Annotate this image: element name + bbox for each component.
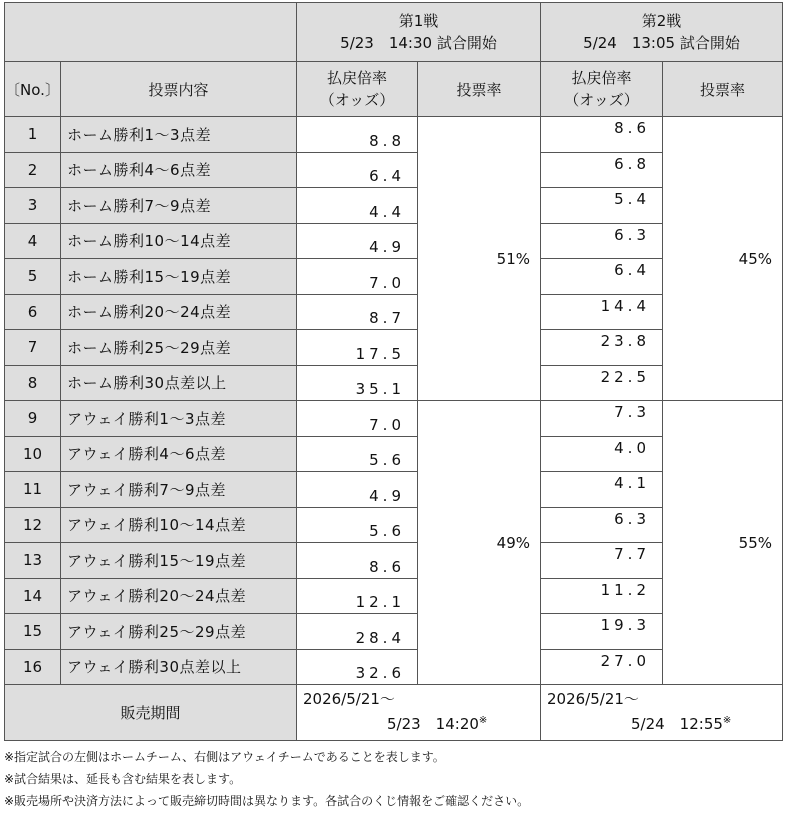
game2-odds: 6.4 bbox=[541, 259, 663, 295]
game2-odds: 6.3 bbox=[541, 507, 663, 543]
row-number: 6 bbox=[5, 294, 61, 330]
game1-sales-end: 5/23 14:20 bbox=[387, 715, 479, 733]
game1-odds: 6.4 bbox=[297, 152, 418, 188]
content-header: 投票内容 bbox=[61, 62, 297, 117]
game2-vote-rate-home: 45% bbox=[663, 117, 783, 401]
game2-odds: 19.3 bbox=[541, 614, 663, 650]
game2-odds: 5.4 bbox=[541, 188, 663, 224]
game1-odds: 35.1 bbox=[297, 365, 418, 401]
vote-content: アウェイ勝利25～29点差 bbox=[61, 614, 297, 650]
game1-sales-start: 2026/5/21～ bbox=[303, 690, 395, 708]
odds-header-line2: （オッズ） bbox=[564, 91, 639, 109]
game2-odds: 11.2 bbox=[541, 578, 663, 614]
vote-content: アウェイ勝利1～3点差 bbox=[61, 401, 297, 437]
note-item: ※販売場所や決済方法によって販売締切時間は異なります。各試合のくじ情報をご確認ください。 bbox=[4, 794, 530, 808]
vote-content: ホーム勝利30点差以上 bbox=[61, 365, 297, 401]
game2-odds: 6.8 bbox=[541, 152, 663, 188]
game1-header bbox=[297, 3, 541, 62]
row-number: 10 bbox=[5, 436, 61, 472]
odds-header-line1: 払戻倍率 bbox=[571, 69, 632, 87]
game2-odds: 4.1 bbox=[541, 472, 663, 508]
vote-content: アウェイ勝利10～14点差 bbox=[61, 507, 297, 543]
sales-note-mark: ※ bbox=[478, 715, 488, 726]
row-number: 9 bbox=[5, 401, 61, 437]
row-number: 8 bbox=[5, 365, 61, 401]
row-number: 7 bbox=[5, 330, 61, 366]
vote-content: ホーム勝利25～29点差 bbox=[61, 330, 297, 366]
game2-odds: 23.8 bbox=[541, 330, 663, 366]
game1-odds: 32.6 bbox=[297, 649, 418, 685]
vote-content: アウェイ勝利4～6点差 bbox=[61, 436, 297, 472]
game1-odds: 4.9 bbox=[297, 472, 418, 508]
game2-odds: 4.0 bbox=[541, 436, 663, 472]
game2-sales-end: 5/24 12:55 bbox=[631, 715, 723, 733]
vote-content: ホーム勝利15～19点差 bbox=[61, 259, 297, 295]
game1-odds: 7.0 bbox=[297, 401, 418, 437]
game2-start: 5/24 13:05 試合開始 bbox=[583, 34, 740, 52]
no-header: 〔No.〕 bbox=[5, 62, 61, 117]
row-number: 15 bbox=[5, 614, 61, 650]
game1-odds: 28.4 bbox=[297, 614, 418, 650]
vote-content: アウェイ勝利20～24点差 bbox=[61, 578, 297, 614]
sales-period-label: 販売期間 bbox=[5, 685, 297, 741]
game1-odds: 12.1 bbox=[297, 578, 418, 614]
note-item: ※指定試合の左側はホームチーム、右側はアウェイチームであることを表します。 bbox=[4, 750, 445, 764]
row-number: 16 bbox=[5, 649, 61, 685]
row-number: 2 bbox=[5, 152, 61, 188]
game1-vote-rate-home: 51% bbox=[418, 117, 541, 401]
game1-odds: 8.8 bbox=[297, 117, 418, 153]
vote-content: ホーム勝利20～24点差 bbox=[61, 294, 297, 330]
game1-odds: 17.5 bbox=[297, 330, 418, 366]
game1-odds: 4.9 bbox=[297, 223, 418, 259]
vote-content: ホーム勝利1～3点差 bbox=[61, 117, 297, 153]
row-number: 13 bbox=[5, 543, 61, 579]
game2-odds: 14.4 bbox=[541, 294, 663, 330]
row-number: 4 bbox=[5, 223, 61, 259]
odds-table bbox=[4, 2, 783, 741]
note-item: ※試合結果は、延長も含む結果を表します。 bbox=[4, 772, 242, 786]
vote-content: ホーム勝利7～9点差 bbox=[61, 188, 297, 224]
header-blank bbox=[5, 3, 297, 62]
game2-odds: 7.3 bbox=[541, 401, 663, 437]
game2-sales-start: 2026/5/21～ bbox=[547, 690, 639, 708]
game2-odds-header bbox=[541, 62, 663, 117]
game2-vote-rate-away: 55% bbox=[663, 401, 783, 685]
row-number: 5 bbox=[5, 259, 61, 295]
game1-vote-rate-away: 49% bbox=[418, 401, 541, 685]
game1-odds: 5.6 bbox=[297, 436, 418, 472]
game2-header bbox=[541, 3, 783, 62]
game2-odds: 6.3 bbox=[541, 223, 663, 259]
row-number: 14 bbox=[5, 578, 61, 614]
vote-content: ホーム勝利10～14点差 bbox=[61, 223, 297, 259]
table-row bbox=[5, 117, 783, 153]
odds-header-line2: （オッズ） bbox=[319, 91, 395, 109]
game2-odds: 22.5 bbox=[541, 365, 663, 401]
game1-vote-rate-header: 投票率 bbox=[418, 62, 541, 117]
row-number: 1 bbox=[5, 117, 61, 153]
game1-odds: 7.0 bbox=[297, 259, 418, 295]
vote-content: アウェイ勝利7～9点差 bbox=[61, 472, 297, 508]
game1-odds: 5.6 bbox=[297, 507, 418, 543]
sales-note-mark: ※ bbox=[722, 715, 732, 726]
game2-vote-rate-header: 投票率 bbox=[663, 62, 783, 117]
notes bbox=[4, 746, 529, 812]
game1-start: 5/23 14:30 試合開始 bbox=[340, 34, 497, 52]
game1-odds-header bbox=[297, 62, 418, 117]
game2-odds: 7.7 bbox=[541, 543, 663, 579]
row-number: 12 bbox=[5, 507, 61, 543]
game1-odds: 8.6 bbox=[297, 543, 418, 579]
vote-content: ホーム勝利4～6点差 bbox=[61, 152, 297, 188]
game2-sales-period bbox=[541, 685, 783, 741]
game2-odds: 27.0 bbox=[541, 649, 663, 685]
vote-content: アウェイ勝利30点差以上 bbox=[61, 649, 297, 685]
game1-title: 第1戦 bbox=[398, 12, 439, 30]
row-number: 11 bbox=[5, 472, 61, 508]
vote-content: アウェイ勝利15～19点差 bbox=[61, 543, 297, 579]
odds-header-line1: 払戻倍率 bbox=[326, 69, 387, 87]
game2-odds: 8.6 bbox=[541, 117, 663, 153]
game1-sales-period bbox=[297, 685, 541, 741]
table-row bbox=[5, 401, 783, 437]
game1-odds: 4.4 bbox=[297, 188, 418, 224]
game2-title: 第2戦 bbox=[641, 12, 682, 30]
game1-odds: 8.7 bbox=[297, 294, 418, 330]
row-number: 3 bbox=[5, 188, 61, 224]
